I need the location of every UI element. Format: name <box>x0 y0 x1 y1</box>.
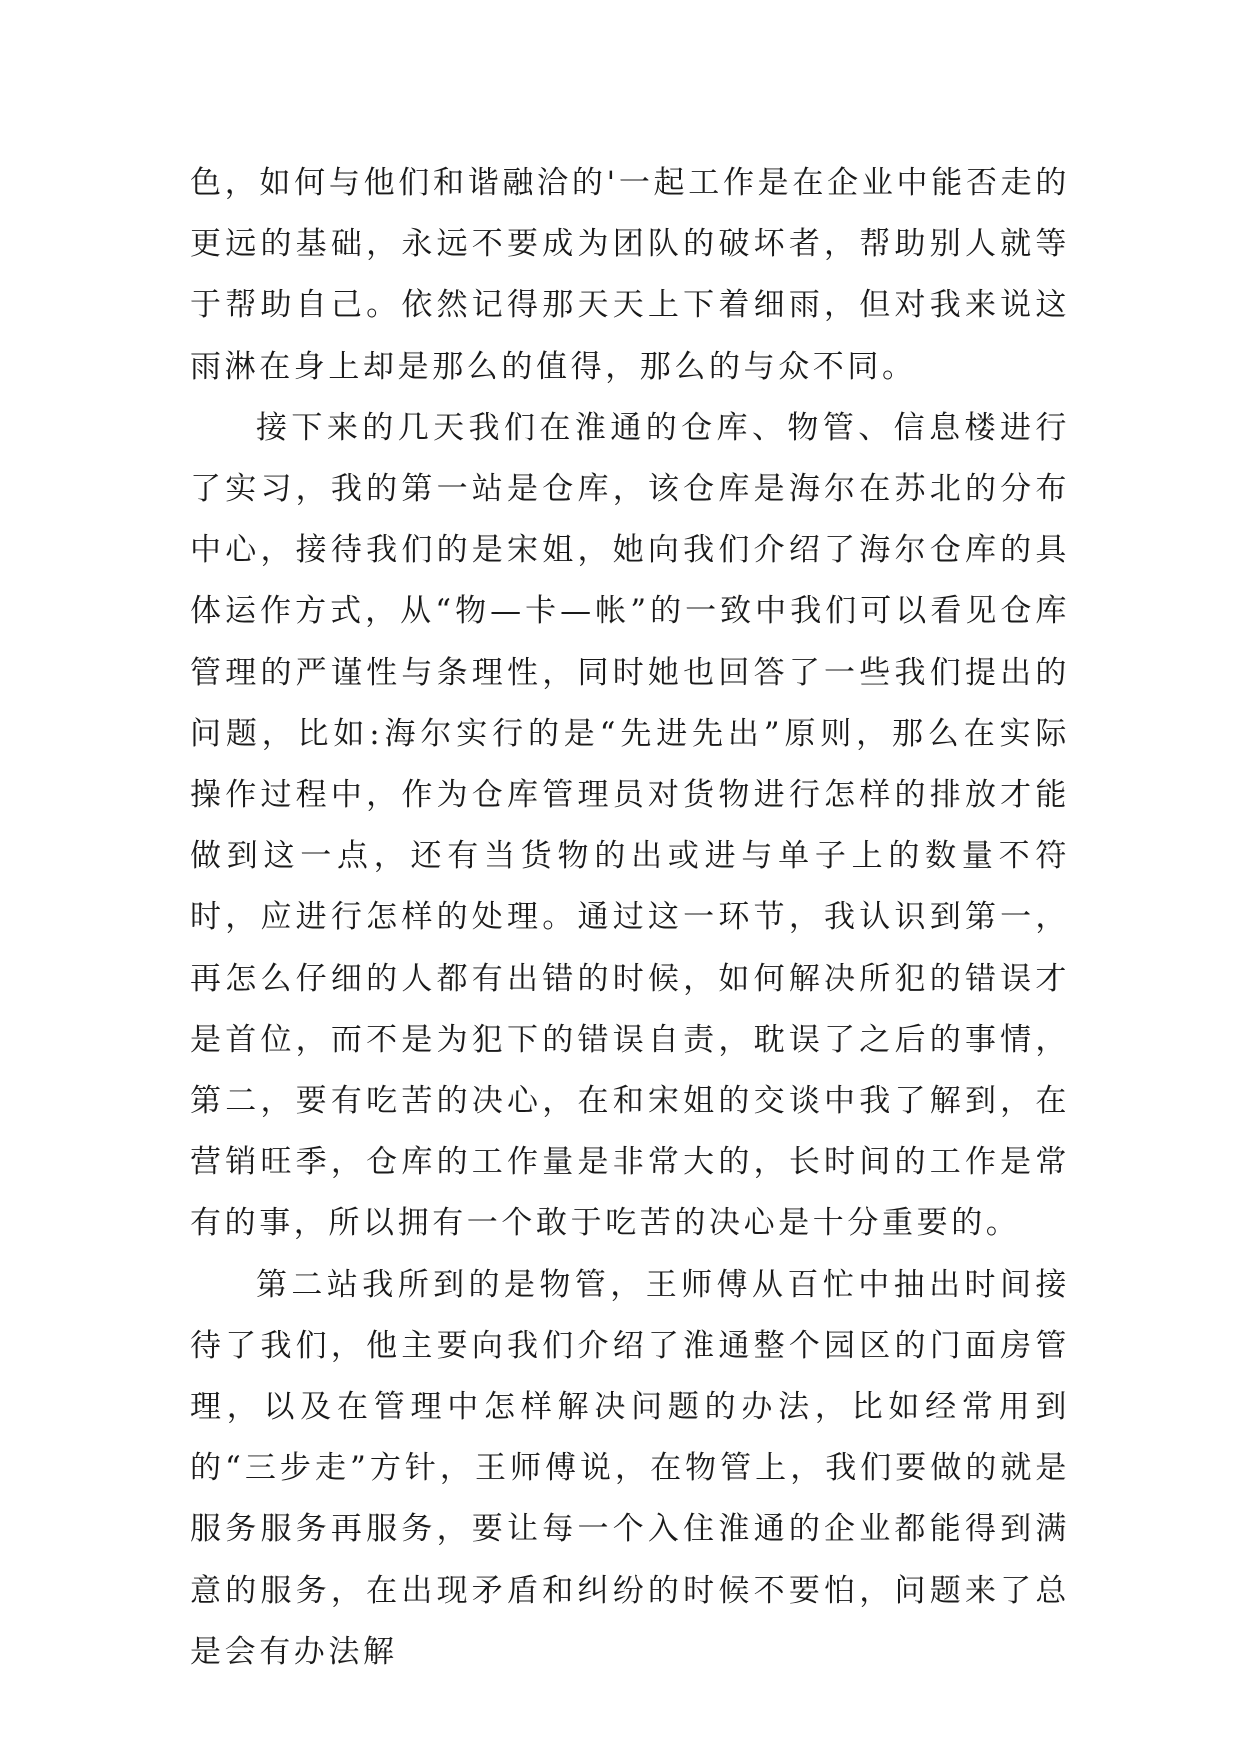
document-body <box>190 153 1070 1683</box>
paragraph-property-management: 第二站我所到的是物管，王师傅从百忙中抽出时间接待了我们，他主要向我们介绍了淮通整个园区的门面房管理，以及在管理中怎样解决问题的办法，比如经常用到的“三步走”方针，王师傅说，在物管上，我们要做的就是服务服务再服务，要让每一个入住淮通的企业都能得到满意的服务，在出现矛盾和纠纷的时候不要怕，问题来了总是会有办法解 <box>190 1266 1070 1670</box>
paragraph-warehouse: 接下来的几天我们在淮通的仓库、物管、信息楼进行了实习，我的第一站是仓库，该仓库是海尔在苏北的分布中心，接待我们的是宋姐，她向我们介绍了海尔仓库的具体运作方式，从“物—卡—帐”的一致中我们可以看见仓库管理的严谨性与条理性，同时她也回答了一些我们提出的问题，比如:海尔实行的是“先进先出”原则，那么在实际操作过程中，作为仓库管理员对货物进行怎样的排放才能做到这一点，还有当货物的出或进与单子上的数量不符时，应进行怎样的处理。通过这一环节，我认识到第一，再怎么仔细的人都有出错的时候，如何解决所犯的错误才是首位，而不是为犯下的错误自责，耽误了之后的事情，第二，要有吃苦的决心，在和宋姐的交谈中我了解到，在营销旺季，仓库的工作量是非常大的，长时间的工作是常有的事，所以拥有一个敢于吃苦的决心是十分重要的。 <box>190 409 1070 1242</box>
paragraph-continued: 色，如何与他们和谐融洽的'一起工作是在企业中能否走的更远的基础，永远不要成为团队的破坏者，帮助别人就等于帮助自己。依然记得那天天上下着细雨，但对我来说这雨淋在身上却是那么的值得，那么的与众不同。 <box>190 165 1070 385</box>
